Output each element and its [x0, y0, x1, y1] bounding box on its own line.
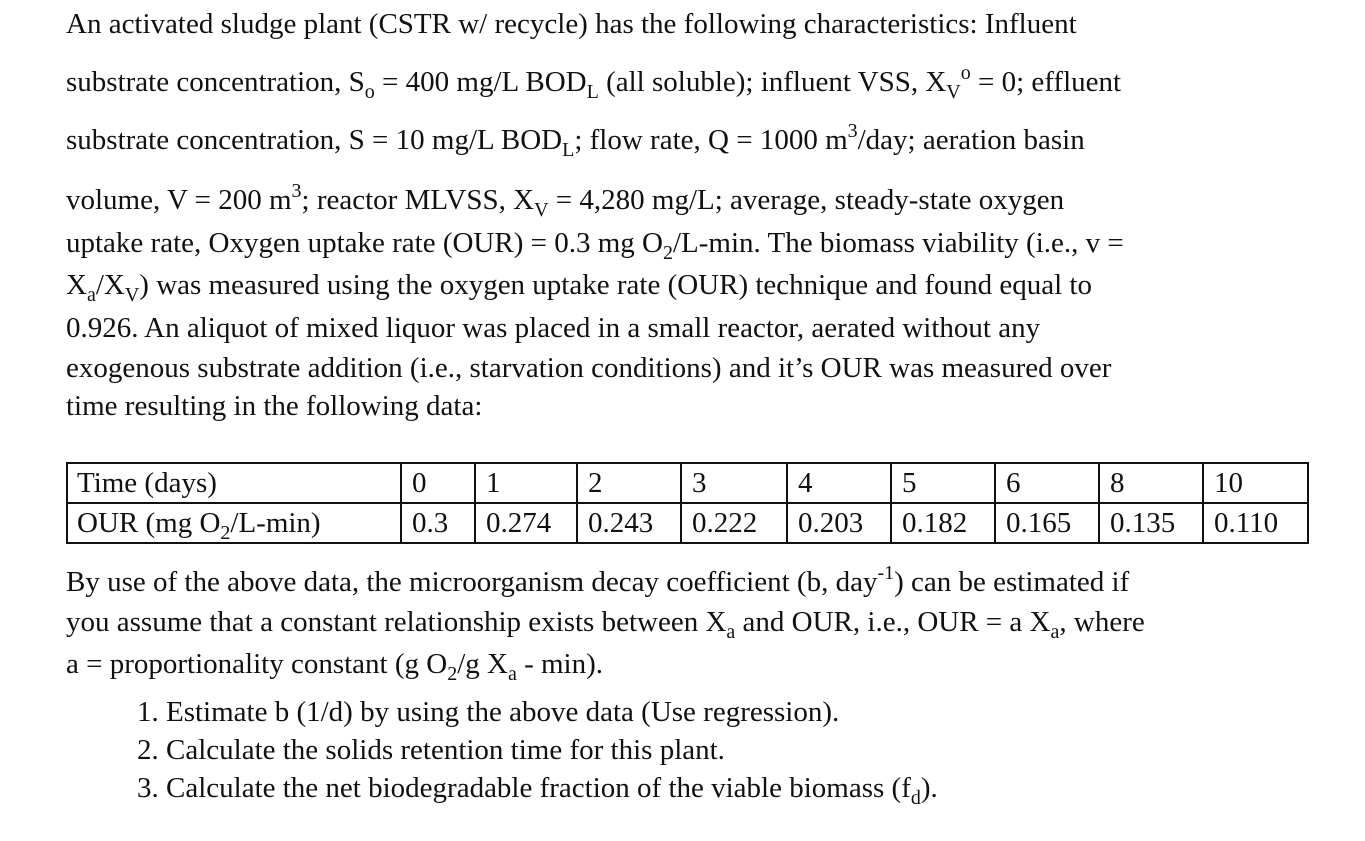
problem-line-3: substrate concentration, S = 10 mg/L $BOD_L$; flow rate, Q = 1000 $m^3$/day; aeration basin: [66, 120, 1085, 161]
question-2: 2. Calculate the solids retention time for this plant.: [166, 731, 938, 769]
method-line-1: By use of the above data, the microorganism decay coefficient (b, day$^{-1}$) can be estimated if: [66, 562, 1130, 598]
table-row-our: [67, 503, 1308, 543]
method-line-3: a = proportionality constant (g $O_2/g$ $X_a - \min$).: [66, 648, 604, 685]
question-list: [110, 693, 938, 807]
question-1: 1. Estimate b (1/d) by using the above data (Use regression).: [166, 693, 938, 731]
time-cell: 8: [1099, 463, 1203, 503]
method-line-2: you assume that a constant relationship exists between $X_a$ and OUR, i.e., OUR = a $X_a$, where: [66, 606, 1145, 643]
problem-line-6: $X_a/X_V$) was measured using the oxygen uptake rate (OUR) technique and found equal to: [66, 269, 1092, 306]
time-cell: 10: [1203, 463, 1308, 503]
problem-line-1: An activated sludge plant (CSTR w/ recycle) has the following characteristics: Influent: [66, 8, 1077, 40]
our-cell: 0.165: [995, 503, 1099, 543]
our-cell: 0.243: [577, 503, 681, 543]
row-label-time: Time (days): [67, 463, 401, 503]
problem-line-8: exogenous substrate addition (i.e., starvation conditions) and it’s OUR was measured over: [66, 352, 1112, 384]
our-cell: 0.203: [787, 503, 891, 543]
problem-line-7: 0.926. An aliquot of mixed liquor was placed in a small reactor, aerated without any: [66, 312, 1041, 344]
time-cell: 3: [681, 463, 787, 503]
our-cell: 0.135: [1099, 503, 1203, 543]
time-cell: 0: [401, 463, 475, 503]
time-cell: 5: [891, 463, 995, 503]
time-cell: 1: [475, 463, 577, 503]
our-cell: 0.274: [475, 503, 577, 543]
our-cell: 0.222: [681, 503, 787, 543]
time-cell: 4: [787, 463, 891, 503]
time-cell: 6: [995, 463, 1099, 503]
our-data-table: [66, 462, 1309, 544]
our-cell: 0.182: [891, 503, 995, 543]
question-3: 3. Calculate the net biodegradable fraction of the viable biomass $(f_d)$.: [166, 769, 938, 807]
table-row-time: [67, 463, 1308, 503]
our-cell: 0.110: [1203, 503, 1308, 543]
problem-line-5: uptake rate, Oxygen uptake rate (OUR) = 0.3 mg $O_2/L-\min$. The biomass viability (i.e., v =: [66, 227, 1124, 264]
row-label-our: OUR (mg $O_2/L-\min$): [67, 503, 401, 543]
time-cell: 2: [577, 463, 681, 503]
problem-line-9: time resulting in the following data:: [66, 390, 483, 422]
problem-line-2: substrate concentration, $S_o = 400$ mg/L $BOD_L$ (all soluble); influent VSS, $X_V^o = 0$; effluent: [66, 62, 1122, 103]
our-cell: 0.3: [401, 503, 475, 543]
problem-line-4: volume, V = 200 $m^3$; reactor MLVSS, $X_V = 4,280$ mg/L; average, steady-state oxygen: [66, 180, 1065, 221]
